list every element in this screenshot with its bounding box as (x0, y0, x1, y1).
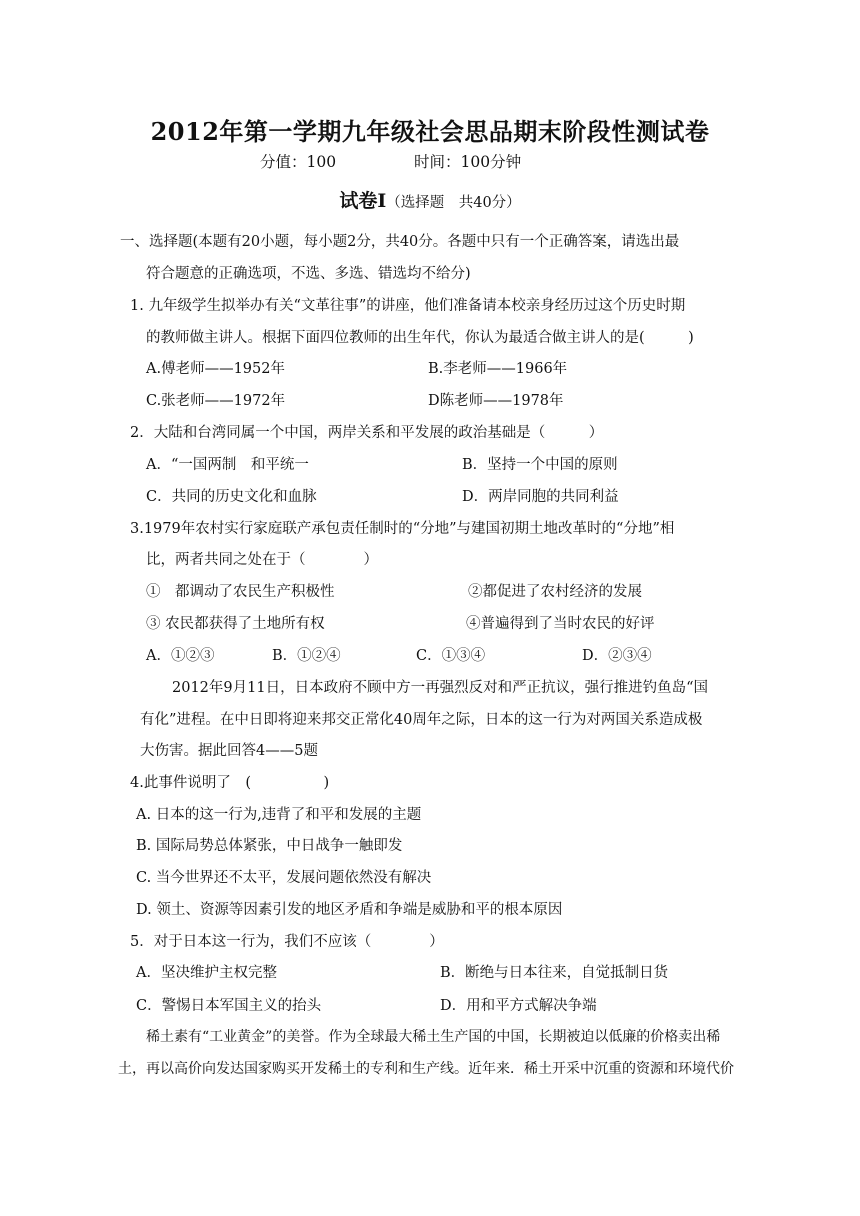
q3-statement-1: ① 都调动了农民生产积极性 (146, 584, 335, 600)
q5-option-b: B．断绝与日本往来，自觉抵制日货 (440, 965, 669, 981)
q5-option-c: C．警惕日本军国主义的抬头 (136, 998, 322, 1014)
passage2-line-1: 稀土素有“工业黄金”的美誉。作为全球最大稀土生产国的中国，长期被迫以低廉的价格卖出稀 (146, 1029, 721, 1045)
q3-option-d: D．②③④ (582, 648, 652, 664)
q4-option-a: A. 日本的这一行为,违背了和平和发展的主题 (136, 807, 422, 823)
q3-statement-3: ③ 农民都获得了土地所有权 (146, 616, 325, 632)
q3-stem-line-2: 比，两者共同之处在于（ ） (146, 552, 378, 568)
instructions-line-2: 符合题意的正确选项，不选、多选、错选均不给分) (146, 266, 471, 282)
time-label: 时间：100分钟 (414, 153, 522, 171)
passage1-line-1: 2012年9月11日，日本政府不顾中方一再强烈反对和严正抗议，强行推进钓鱼岛“国 (172, 680, 708, 696)
q2-option-d: D．两岸同胞的共同利益 (462, 489, 619, 505)
q2-option-b: B．坚持一个中国的原则 (462, 457, 618, 473)
q1-option-d: D陈老师——1978年 (428, 393, 564, 409)
q3-option-a: A．①②③ (146, 648, 215, 664)
q5-option-a: A．坚决维护主权完整 (136, 965, 277, 981)
q1-option-b: B.李老师——1966年 (428, 361, 568, 377)
q4-option-c: C. 当今世界还不太平，发展问题依然没有解决 (136, 870, 432, 886)
score-label: 分值：100 (260, 153, 337, 171)
q4-option-b: B. 国际局势总体紧张，中日战争一触即发 (136, 838, 403, 854)
q4-stem: 4.此事件说明了 ( ) (130, 775, 330, 791)
q1-option-c: C.张老师——1972年 (146, 393, 286, 409)
q5-option-d: D．用和平方式解决争端 (440, 998, 597, 1014)
q1-stem-line-1: 1. 九年级学生拟举办有关“文革往事”的讲座，他们准备请本校亲身经历过这个历史时期 (130, 298, 686, 314)
passage2-line-2: 土，再以高价向发达国家购买开发稀土的专利和生产线。近年来．稀土开采中沉重的资源和环境代价 (118, 1061, 734, 1077)
passage1-line-3: 大伤害。据此回答4——5题 (140, 743, 318, 759)
q3-stem-line-1: 3.1979年农村实行家庭联产承包责任制时的“分地”与建国初期土地改革时的“分地”相 (130, 521, 675, 537)
exam-title: 2012年第一学期九年级社会思品期末阶段性测试卷 (150, 117, 710, 146)
q5-stem: 5．对于日本这一行为，我们不应该（ ） (130, 934, 444, 950)
passage1-line-2: 有化”进程。在中日即将迎来邦交正常化40周年之际，日本的这一行为对两国关系造成极 (140, 712, 703, 728)
q1-option-a: A.傅老师——1952年 (146, 361, 285, 377)
instructions-line-1: 一、选择题(本题有20小题，每小题2分，共40分。各题中只有一个正确答案，请选出最 (120, 234, 680, 250)
q2-option-c: C．共同的历史文化和血脉 (146, 489, 317, 505)
section-title: 试卷Ⅰ (339, 190, 387, 212)
q3-statement-2: ②都促进了农村经济的发展 (468, 584, 642, 600)
q3-statement-4: ④普遍得到了当时农民的好评 (466, 616, 655, 632)
q2-option-a: A．“一国两制 和平统一 (146, 457, 309, 473)
q3-option-c: C．①③④ (416, 648, 486, 664)
section-heading (0, 186, 860, 213)
section-note: （选择题 共40分） (386, 195, 521, 211)
q2-stem: 2．大陆和台湾同属一个中国，两岸关系和平发展的政治基础是（ ） (130, 425, 604, 441)
q1-stem-line-2: 的教师做主讲人。根据下面四位教师的出生年代，你认为最适合做主讲人的是( ) (146, 330, 694, 346)
q3-option-b: B．①②④ (272, 648, 341, 664)
q4-option-d: D. 领土、资源等因素引发的地区矛盾和争端是威胁和平的根本原因 (136, 902, 563, 918)
